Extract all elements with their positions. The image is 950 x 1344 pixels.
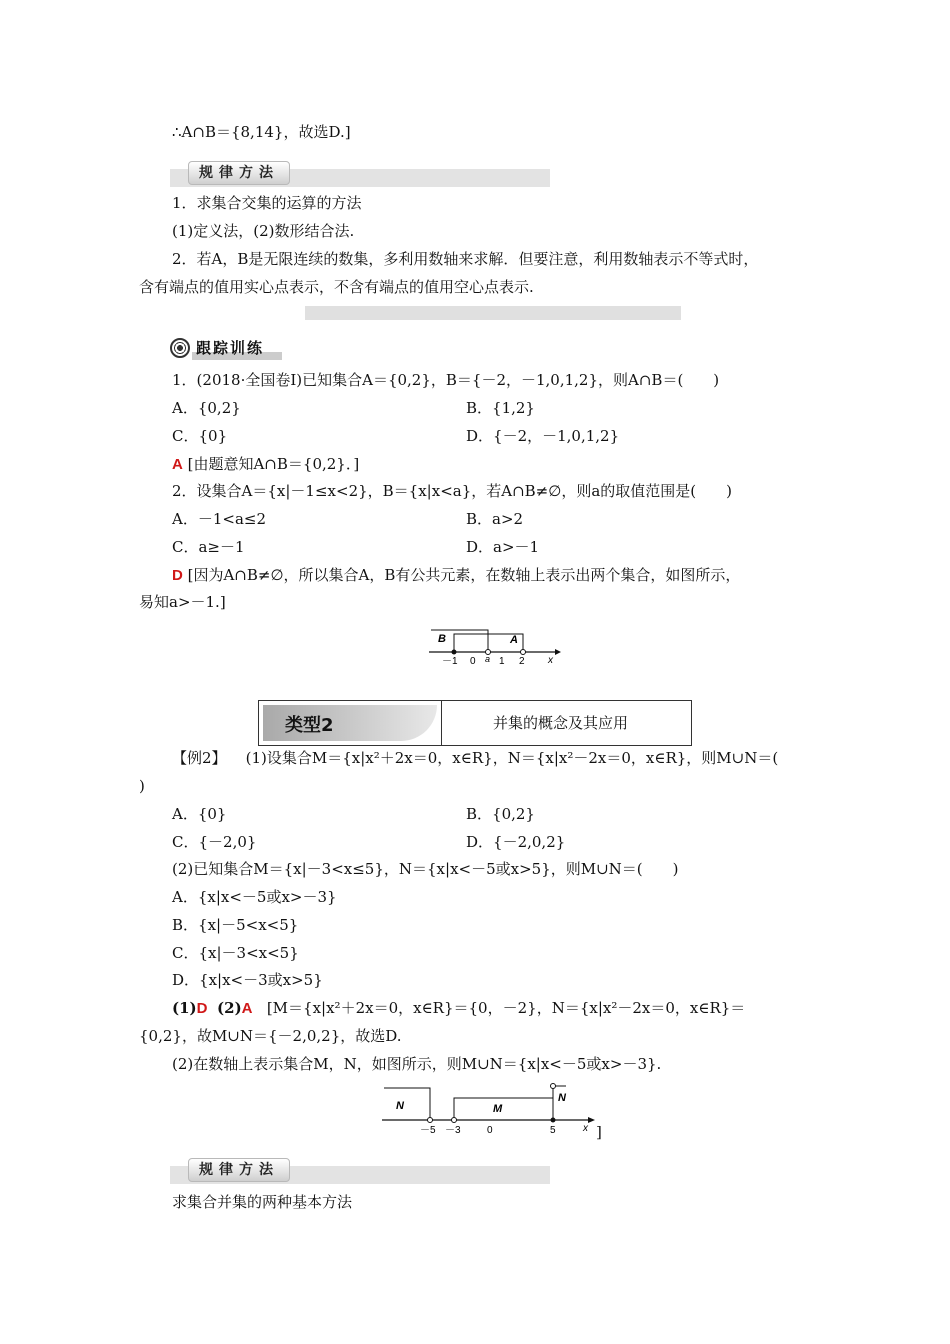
label-n: N [558, 1092, 566, 1104]
answer-text: [由题意知A∩B＝{0,2}．] [187, 455, 360, 473]
option-d: D．{－2,0,2} [466, 833, 566, 851]
tracking-training-title: 跟踪训练 [196, 339, 265, 357]
answer-2 [172, 565, 740, 586]
option-a: A．－1<a≤2 [172, 510, 266, 528]
tick-label: 0 [487, 1125, 493, 1136]
method-banner-label: 规律方法 [188, 1158, 290, 1182]
answer-letter: A [172, 456, 183, 473]
set-n-left [384, 1088, 430, 1120]
endpoint-solid [452, 650, 457, 655]
method-banner-2 [170, 1162, 550, 1184]
example-close-paren: ) [139, 777, 145, 795]
section-divider [305, 306, 681, 320]
number-line-figure-1 [425, 622, 565, 668]
answer-part-1: (1) [172, 999, 197, 1017]
prev-answer-line: ∴A∩B＝{8,14}，故选D.] [172, 123, 351, 141]
endpoint-open [452, 1118, 457, 1123]
method-line: 2．若A，B是无限连续的数集，多利用数轴来求解．但要注意，利用数轴表示不等式时， [172, 250, 759, 268]
answer-letter: A [241, 1000, 253, 1017]
answer-text: [因为A∩B≠∅，所以集合A，B有公共元素，在数轴上表示出两个集合，如图所示， [187, 566, 741, 584]
method-banner-label: 规律方法 [188, 161, 290, 185]
axis-arrow [588, 1117, 595, 1123]
answer-letter: D [172, 567, 183, 584]
label-n: N [396, 1100, 404, 1112]
answer-2-cont: 易知a>－1.] [139, 593, 226, 611]
tick-label: 2 [519, 656, 525, 667]
example-text: (1)设集合M＝{x|x²＋2x＝0，x∈R}，N＝{x|x²－2x＝0，x∈R}，则M∪N＝( [245, 749, 779, 767]
example-label: 【例2】 [172, 749, 227, 767]
target-icon [170, 338, 190, 358]
type-number: 类型2 [285, 715, 334, 736]
option-a: A．{x|x<－5或x>－3} [172, 888, 337, 906]
endpoint-open [551, 1084, 556, 1089]
option-c: C．{x|－3<x<5} [172, 944, 299, 962]
option-a: A．{0} [172, 805, 227, 823]
tick-label: a [485, 654, 491, 664]
label-a: A [510, 634, 518, 646]
answer-1 [172, 454, 359, 475]
tick-label: －3 [445, 1125, 461, 1136]
tick-label: 1 [499, 656, 505, 667]
tick-label: －5 [420, 1125, 436, 1136]
method-banner-1 [170, 165, 550, 187]
question-1: 1．(2018·全国卷Ⅰ)已知集合A＝{0,2}，B＝{－2，－1,0,1,2}，则A∩B＝( ) [172, 371, 720, 389]
type-heading-title: 并集的概念及其应用 [493, 714, 629, 732]
endpoint-solid [551, 1118, 556, 1123]
option-d: D．{x|x<－3或x>5} [172, 971, 323, 989]
option-c: C．a≥－1 [172, 538, 245, 556]
answer-letter: D [196, 1000, 208, 1017]
axis-x-label: x [548, 655, 553, 666]
example-answer [172, 998, 745, 1019]
example-answer-cont: (2)在数轴上表示集合M，N，如图所示，则M∪N＝{x|x<－5或x>－3}. [172, 1055, 662, 1073]
example-2-part-2: (2)已知集合M＝{x|－3<x≤5}，N＝{x|x<－5或x>5}，则M∪N＝( ) [172, 860, 679, 878]
option-d: D．{－2，－1,0,1,2} [466, 427, 620, 445]
option-c: C．{0} [172, 427, 228, 445]
type-heading-tab [263, 705, 437, 741]
question-2: 2．设集合A＝{x|－1≤x<2}，B＝{x|x<a}，若A∩B≠∅，则a的取值范围是( ) [172, 482, 732, 500]
label-m: M [493, 1103, 503, 1115]
option-b: B．{1,2} [466, 399, 535, 417]
method-line: 求集合并集的两种基本方法 [172, 1193, 353, 1211]
type-heading-box [258, 700, 692, 746]
option-d: D．a>－1 [466, 538, 540, 556]
example-answer-cont: {0,2}，故M∪N＝{－2,0,2}，故选D. [139, 1027, 402, 1045]
type-heading-divider [441, 701, 442, 745]
option-b: B．{0,2} [466, 805, 535, 823]
set-m-region [454, 1098, 553, 1120]
endpoint-open [521, 650, 526, 655]
option-c: C．{－2,0} [172, 833, 257, 851]
answer-part-2: (2) [217, 999, 242, 1017]
option-b: B．a>2 [466, 510, 524, 528]
axis-x-label: x [583, 1123, 588, 1134]
label-b: B [438, 633, 446, 645]
endpoint-open [428, 1118, 433, 1123]
method-line: (1)定义法，(2)数形结合法. [172, 222, 355, 240]
option-a: A．{0,2} [172, 399, 241, 417]
answer-close-bracket: ] [596, 1123, 602, 1141]
tick-label: 0 [470, 656, 476, 667]
method-line: 1．求集合交集的运算的方法 [172, 194, 362, 212]
tick-label: 5 [550, 1125, 556, 1136]
number-line-figure-2 [378, 1082, 600, 1138]
example-2-part-1 [172, 748, 778, 768]
answer-text: [M＝{x|x²＋2x＝0，x∈R}＝{0，－2}，N＝{x|x²－2x＝0，x∈R}＝ [266, 999, 746, 1017]
tracking-training-heading [170, 338, 282, 360]
option-b: B．{x|－5<x<5} [172, 916, 299, 934]
tick-label: －1 [442, 656, 458, 667]
axis-arrow [555, 649, 561, 655]
method-line: 含有端点的值用实心点表示，不含有端点的值用空心点表示. [139, 278, 534, 296]
